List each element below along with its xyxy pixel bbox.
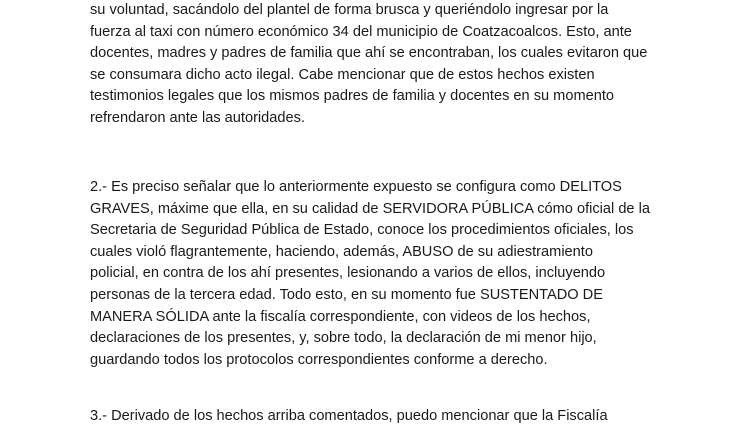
paragraph-3 (90, 406, 690, 428)
text-line: cuales violó flagrantemente, haciendo, además, ABUSO de su adiestramiento (90, 243, 593, 260)
text-line: se consumara dicho acto ilegal. Cabe mencionar que de estos hechos existen (90, 66, 595, 83)
text-line: fuerza al taxi con número económico 34 del municipio de Coatzacoalcos. Esto, ante (90, 23, 632, 40)
text-line: docentes, madres y padres de familia que ahí se encontraban, los cuales evitaron que (90, 45, 648, 62)
text-line: declaraciones de los presentes, y, sobre todo, la declaración de mi menor hijo, (90, 330, 597, 347)
text-line: personas de la tercera edad. Todo esto, en su momento fue SUSTENTADO DE (90, 286, 603, 303)
paragraph-2 (90, 177, 690, 371)
text-line: policial, en contra de los ahí presentes, lesionando a varios de ellos, incluyendo (90, 265, 606, 282)
text-line: MANERA SÓLIDA ante la fiscalía correspondiente, con videos de los hechos, (90, 308, 591, 325)
text-line: GRAVES, máxime que ella, en su calidad de SERVIDORA PÚBLICA cómo oficial de la (90, 200, 650, 217)
text-line: su voluntad, sacándolo del plantel de forma brusca y queriéndolo ingresar por la (90, 2, 609, 18)
text-line: 2.- Es preciso señalar que lo anteriormente expuesto se configura como DELITOS (90, 179, 622, 195)
text-line: Secretaria de Seguridad Pública de Estado, conoce los procedimientos oficiales, los (90, 222, 634, 239)
text-line: 3.- Derivado de los hechos arriba comentados, puedo mencionar que la Fiscalía (90, 408, 608, 424)
text-line: guardando todos los protocolos correspondientes conforme a derecho. (90, 351, 548, 368)
paragraph-1 (90, 0, 690, 130)
text-line: refrendaron ante las autoridades. (90, 109, 305, 126)
text-line: testimonios legales que los mismos padres de familia y docentes en su momento (90, 88, 615, 105)
